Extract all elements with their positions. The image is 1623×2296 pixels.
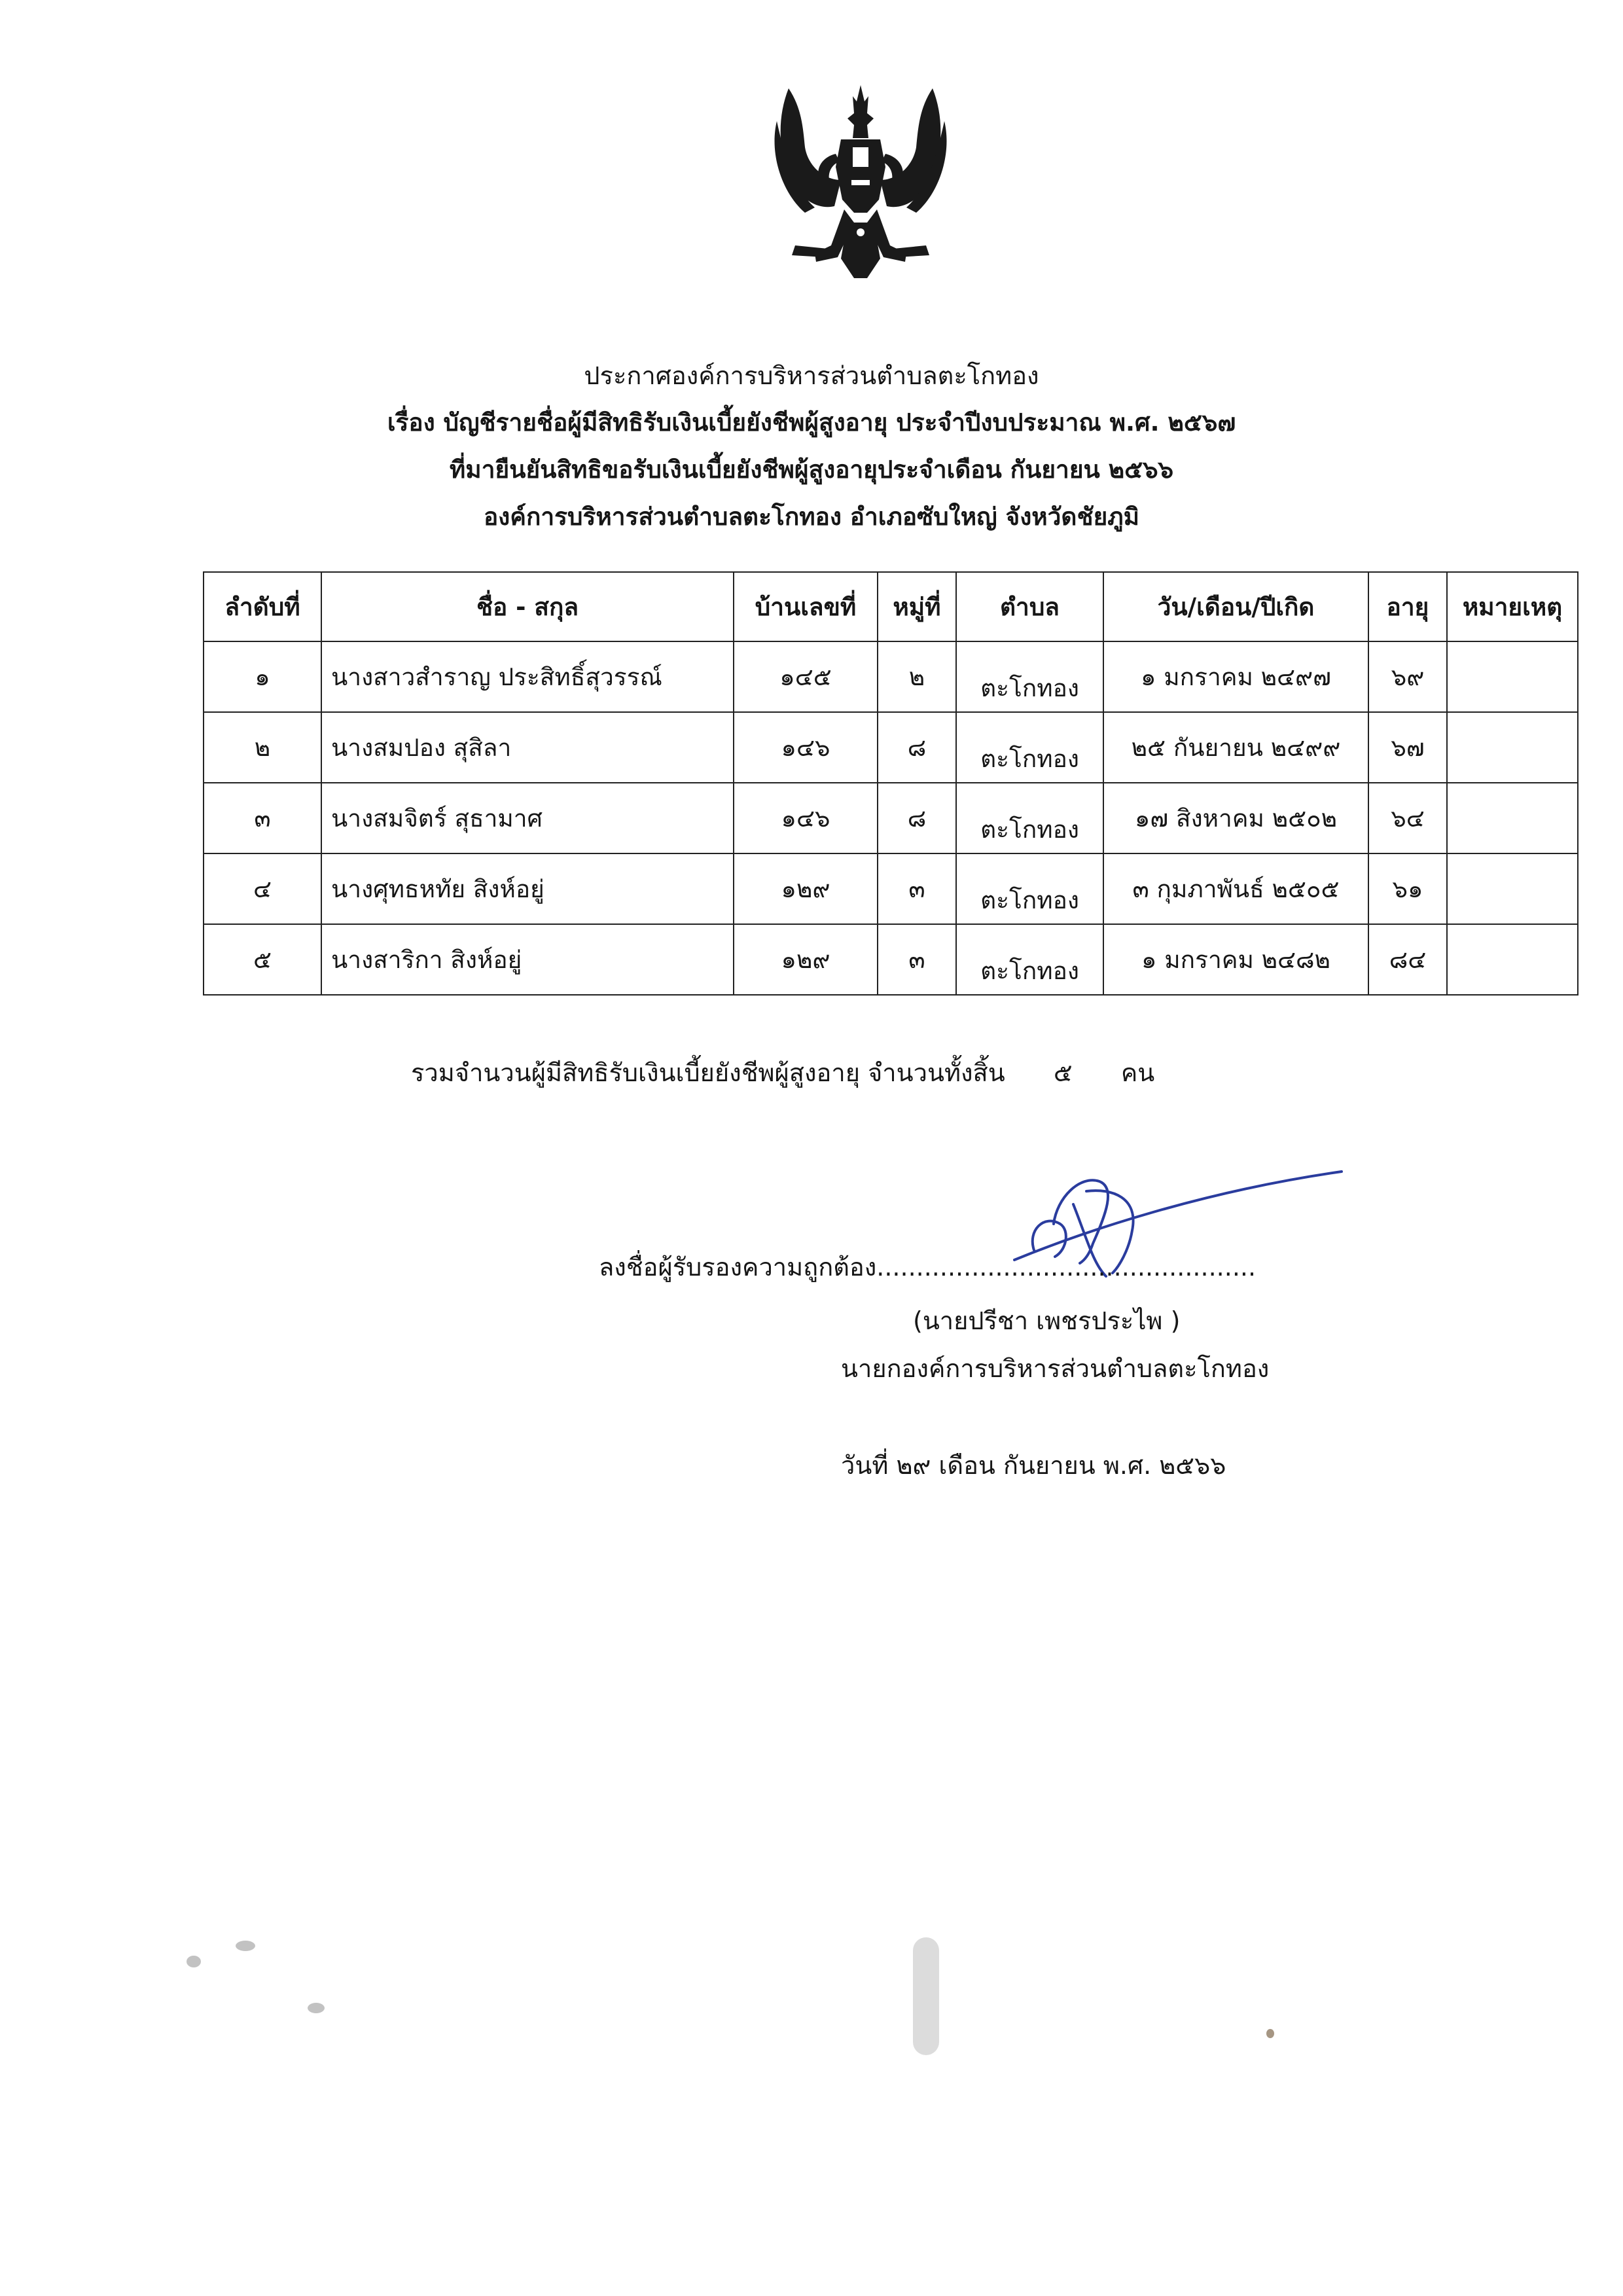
cell-tambon: ตะโกทอง bbox=[956, 924, 1103, 995]
cell-no: ๔ bbox=[204, 853, 321, 924]
cell-moo: ๘ bbox=[878, 712, 956, 783]
column-header: วัน/เดือน/ปีเกิด bbox=[1103, 572, 1368, 641]
cell-age: ๘๔ bbox=[1368, 924, 1447, 995]
column-header: ชื่อ - สกุล bbox=[321, 572, 734, 641]
cell-house: ๑๔๖ bbox=[734, 712, 878, 783]
scan-smudge bbox=[1266, 2029, 1274, 2038]
cell-moo: ๒ bbox=[878, 641, 956, 712]
cell-house: ๑๒๙ bbox=[734, 924, 878, 995]
cell-tambon: ตะโกทอง bbox=[956, 783, 1103, 853]
cell-tambon: ตะโกทอง bbox=[956, 712, 1103, 783]
cell-name: นางสมปอง สุสิลา bbox=[321, 712, 734, 783]
cell-note bbox=[1447, 712, 1578, 783]
header-title: ประกาศองค์การบริหารส่วนตำบลตะโกทอง bbox=[584, 361, 1039, 390]
cell-no: ๒ bbox=[204, 712, 321, 783]
table-row bbox=[204, 712, 1578, 783]
signature-label: ลงชื่อผู้รับรองความถูกต้อง................................................ bbox=[599, 1253, 1257, 1282]
signer-position: นายกองค์การบริหารส่วนตำบลตะโกทอง bbox=[841, 1354, 1270, 1383]
cell-house: ๑๒๙ bbox=[734, 853, 878, 924]
column-header: หมู่ที่ bbox=[878, 572, 956, 641]
cell-no: ๑ bbox=[204, 641, 321, 712]
cell-moo: ๓ bbox=[878, 853, 956, 924]
column-header: ลำดับที่ bbox=[204, 572, 321, 641]
column-header: ตำบล bbox=[956, 572, 1103, 641]
column-header: บ้านเลขที่ bbox=[734, 572, 878, 641]
scan-smudge bbox=[308, 2003, 325, 2013]
cell-house: ๑๔๕ bbox=[734, 641, 878, 712]
cell-no: ๕ bbox=[204, 924, 321, 995]
cell-note bbox=[1447, 853, 1578, 924]
garuda-emblem-icon bbox=[769, 82, 952, 291]
table-row bbox=[204, 924, 1578, 995]
scan-smudge bbox=[187, 1956, 201, 1967]
cell-tambon: ตะโกทอง bbox=[956, 853, 1103, 924]
cell-note bbox=[1447, 924, 1578, 995]
cell-name: นางศุทธหทัย สิงห์อยู่ bbox=[321, 853, 734, 924]
cell-name: นางสมจิตร์ สุธามาศ bbox=[321, 783, 734, 853]
summary-count: ๕ bbox=[1053, 1058, 1073, 1087]
cell-name: นางสาริกา สิงห์อยู่ bbox=[321, 924, 734, 995]
cell-note bbox=[1447, 783, 1578, 853]
cell-moo: ๓ bbox=[878, 924, 956, 995]
cell-moo: ๘ bbox=[878, 783, 956, 853]
cell-name: นางสาวสำราญ ประสิทธิ์สุวรรณ์ bbox=[321, 641, 734, 712]
cell-dob: ๒๕ กันยายน ๒๔๙๙ bbox=[1103, 712, 1368, 783]
cell-note bbox=[1447, 641, 1578, 712]
cell-age: ๖๙ bbox=[1368, 641, 1447, 712]
document-date: วันที่ ๒๙ เดือน กันยายน พ.ศ. ๒๕๖๖ bbox=[841, 1451, 1226, 1480]
cell-dob: ๑ มกราคม ๒๔๘๒ bbox=[1103, 924, 1368, 995]
cell-no: ๓ bbox=[204, 783, 321, 853]
summary-unit: คน bbox=[1120, 1058, 1155, 1087]
header-organization: องค์การบริหารส่วนตำบลตะโกทอง อำเภอซับใหญ่ จังหวัดชัยภูมิ bbox=[483, 503, 1140, 531]
signer-name: (นายปรีชา เพชรประไพ ) bbox=[913, 1306, 1181, 1335]
cell-age: ๖๑ bbox=[1368, 853, 1447, 924]
table-row bbox=[204, 853, 1578, 924]
cell-dob: ๑ มกราคม ๒๔๙๗ bbox=[1103, 641, 1368, 712]
cell-dob: ๓ กุมภาพันธ์ ๒๕๐๕ bbox=[1103, 853, 1368, 924]
scan-smudge bbox=[236, 1941, 255, 1951]
column-header: หมายเหตุ bbox=[1447, 572, 1578, 641]
announcement-header bbox=[196, 357, 1427, 545]
summary-text: รวมจำนวนผู้มีสิทธิรับเงินเบี้ยยังชีพผู้สูงอายุ จำนวนทั้งสิ้น bbox=[411, 1058, 1005, 1087]
table-row bbox=[204, 641, 1578, 712]
header-subject: เรื่อง บัญชีรายชื่อผู้มีสิทธิรับเงินเบี้ยยังชีพผู้สูงอายุ ประจำปีงบประมาณ พ.ศ. ๒๕๖๗ bbox=[387, 408, 1236, 437]
table-header-row bbox=[204, 572, 1578, 641]
summary-line bbox=[411, 1052, 1154, 1092]
header-month: ที่มายืนยันสิทธิขอรับเงินเบี้ยยังชีพผู้สูงอายุประจำเดือน กันยายน ๒๕๖๖ bbox=[449, 456, 1174, 484]
cell-dob: ๑๗ สิงหาคม ๒๕๐๒ bbox=[1103, 783, 1368, 853]
table-row bbox=[204, 783, 1578, 853]
cell-house: ๑๔๖ bbox=[734, 783, 878, 853]
cell-age: ๖๔ bbox=[1368, 783, 1447, 853]
column-header: อายุ bbox=[1368, 572, 1447, 641]
cell-age: ๖๗ bbox=[1368, 712, 1447, 783]
beneficiary-table bbox=[203, 571, 1578, 996]
cell-tambon: ตะโกทอง bbox=[956, 641, 1103, 712]
scan-smudge bbox=[913, 1937, 939, 2055]
